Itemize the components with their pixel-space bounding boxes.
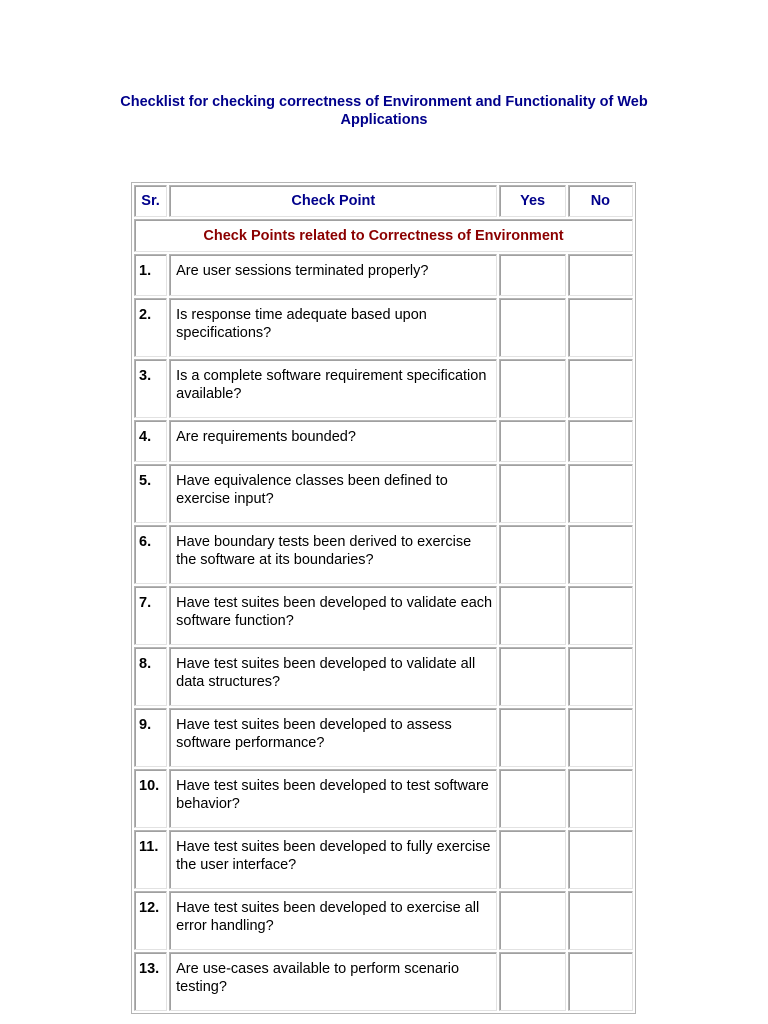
header-yes: Yes xyxy=(499,185,565,217)
header-no: No xyxy=(568,185,633,217)
row-check-point: Have boundary tests been derived to exercise the software at its boundaries? xyxy=(169,525,497,584)
no-cell[interactable] xyxy=(568,708,633,767)
no-cell[interactable] xyxy=(568,464,633,523)
no-cell[interactable] xyxy=(568,298,633,357)
row-check-point: Are requirements bounded? xyxy=(169,420,497,462)
row-sr: 10. xyxy=(134,769,167,828)
table-row xyxy=(134,891,633,950)
table-row xyxy=(134,464,633,523)
no-cell[interactable] xyxy=(568,254,633,296)
no-cell[interactable] xyxy=(568,952,633,1011)
row-check-point: Have test suites been developed to validate each software function? xyxy=(169,586,497,645)
table-row xyxy=(134,952,633,1011)
section-title: Check Points related to Correctness of Environment xyxy=(134,219,633,252)
yes-cell[interactable] xyxy=(499,420,565,462)
table-row xyxy=(134,525,633,584)
document-title: Checklist for checking correctness of Environment and Functionality of Web Applications xyxy=(120,94,648,128)
row-sr: 7. xyxy=(134,586,167,645)
yes-cell[interactable] xyxy=(499,586,565,645)
row-sr: 13. xyxy=(134,952,167,1011)
row-check-point: Have test suites been developed to validate all data structures? xyxy=(169,647,497,706)
row-check-point: Have equivalence classes been defined to exercise input? xyxy=(169,464,497,523)
table-row xyxy=(134,298,633,357)
table-row xyxy=(134,359,633,418)
row-check-point: Have test suites been developed to assess software performance? xyxy=(169,708,497,767)
yes-cell[interactable] xyxy=(499,830,565,889)
yes-cell[interactable] xyxy=(499,464,565,523)
yes-cell[interactable] xyxy=(499,254,565,296)
row-sr: 8. xyxy=(134,647,167,706)
yes-cell[interactable] xyxy=(499,298,565,357)
row-sr: 1. xyxy=(134,254,167,296)
table-row xyxy=(134,420,633,462)
no-cell[interactable] xyxy=(568,359,633,418)
header-sr: Sr. xyxy=(134,185,167,217)
row-sr: 3. xyxy=(134,359,167,418)
no-cell[interactable] xyxy=(568,647,633,706)
no-cell[interactable] xyxy=(568,525,633,584)
section-row xyxy=(134,219,633,252)
table-row xyxy=(134,647,633,706)
no-cell[interactable] xyxy=(568,769,633,828)
table-row xyxy=(134,830,633,889)
yes-cell[interactable] xyxy=(499,525,565,584)
yes-cell[interactable] xyxy=(499,708,565,767)
row-check-point: Is a complete software requirement specification available? xyxy=(169,359,497,418)
row-sr: 6. xyxy=(134,525,167,584)
row-check-point: Have test suites been developed to exercise all error handling? xyxy=(169,891,497,950)
header-check-point: Check Point xyxy=(169,185,497,217)
row-sr: 2. xyxy=(134,298,167,357)
yes-cell[interactable] xyxy=(499,891,565,950)
row-sr: 5. xyxy=(134,464,167,523)
row-sr: 9. xyxy=(134,708,167,767)
row-sr: 11. xyxy=(134,830,167,889)
table-row xyxy=(134,769,633,828)
row-check-point: Have test suites been developed to test software behavior? xyxy=(169,769,497,828)
no-cell[interactable] xyxy=(568,420,633,462)
table-row xyxy=(134,708,633,767)
yes-cell[interactable] xyxy=(499,952,565,1011)
yes-cell[interactable] xyxy=(499,647,565,706)
row-check-point: Is response time adequate based upon specifications? xyxy=(169,298,497,357)
no-cell[interactable] xyxy=(568,891,633,950)
table-row xyxy=(134,586,633,645)
header-row xyxy=(134,185,633,217)
row-sr: 4. xyxy=(134,420,167,462)
row-check-point: Have test suites been developed to fully exercise the user interface? xyxy=(169,830,497,889)
table-row xyxy=(134,254,633,296)
no-cell[interactable] xyxy=(568,830,633,889)
row-sr: 12. xyxy=(134,891,167,950)
row-check-point: Are user sessions terminated properly? xyxy=(169,254,497,296)
checklist-table xyxy=(131,182,636,1014)
yes-cell[interactable] xyxy=(499,769,565,828)
no-cell[interactable] xyxy=(568,586,633,645)
yes-cell[interactable] xyxy=(499,359,565,418)
row-check-point: Are use-cases available to perform scenario testing? xyxy=(169,952,497,1011)
